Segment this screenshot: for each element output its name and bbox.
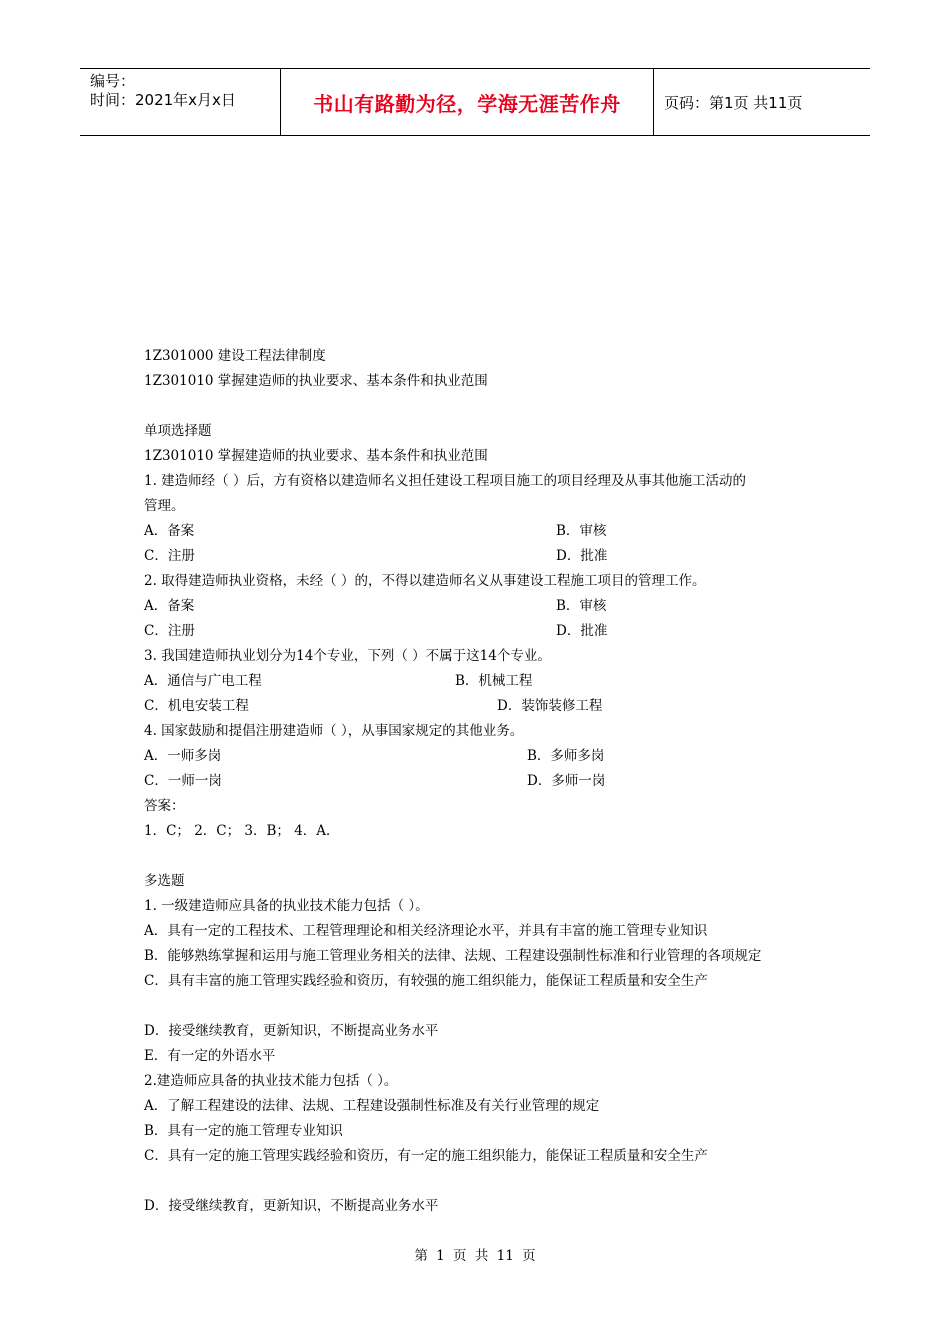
number-label: 编号： [90, 72, 136, 90]
answer-list: 1．C； 2．C； 3．B； 4．A． [144, 823, 340, 839]
question-1-line-2: 管理。 [144, 498, 185, 514]
header-page-info: 页码：第1页 共11页 [664, 93, 803, 112]
multi-question-2-option-b: B．具有一定的施工管理专业知识 [144, 1123, 343, 1139]
question-2-option-b: B．审核 [556, 598, 607, 614]
single-choice-subheading: 1Z301010 掌握建造师的执业要求、基本条件和执业范围 [144, 448, 488, 464]
multi-question-2-option-c: C．具有一定的施工管理实践经验和资历，有一定的施工组织能力，能保证工程质量和安全生产 [144, 1148, 708, 1164]
single-choice-heading: 单项选择题 [144, 423, 212, 439]
multi-question-1-option-e: E．有一定的外语水平 [144, 1048, 276, 1064]
answer-label: 答案： [144, 798, 185, 814]
multi-question-1-option-a: A．具有一定的工程技术、工程管理理论和相关经济理论水平，并具有丰富的施工管理专业知识 [144, 923, 708, 939]
question-2-option-a: A．备案 [144, 598, 195, 614]
multi-question-2: 2.建造师应具备的执业技术能力包括（ ）。 [144, 1073, 398, 1089]
question-3-option-a: A．通信与广电工程 [144, 673, 262, 689]
question-4-option-a: A．一师多岗 [144, 748, 222, 764]
multi-choice-heading: 多选题 [144, 873, 185, 889]
question-3-option-d: D．装饰装修工程 [497, 698, 603, 714]
multi-question-1-option-d: D．接受继续教育，更新知识，不断提高业务水平 [144, 1023, 439, 1039]
page-header [80, 68, 870, 136]
multi-question-1-option-b: B．能够熟练掌握和运用与施工管理业务相关的法律、法规、工程建设强制性标准和行业管理的各项规定 [144, 948, 762, 964]
question-4-option-c: C．一师一岗 [144, 773, 222, 789]
subsection-code: 1Z301010 掌握建造师的执业要求、基本条件和执业范围 [144, 373, 488, 389]
question-3-option-b: B．机械工程 [455, 673, 533, 689]
question-4-option-d: D．多师一岗 [527, 773, 606, 789]
question-2-option-d: D．批准 [556, 623, 608, 639]
page-footer: 第 1 页 共 11 页 [414, 1248, 536, 1264]
header-motto: 书山有路勤为径，学海无涯苦作舟 [281, 69, 654, 135]
question-1-line-1: 1. 建造师经（ ）后，方有资格以建造师名义担任建设工程项目施工的项目经理及从事其他施工活动的 [144, 473, 746, 489]
question-4: 4. 国家鼓励和提倡注册建造师（ ），从事国家规定的其他业务。 [144, 723, 524, 739]
question-2-option-c: C．注册 [144, 623, 195, 639]
question-1-option-a: A．备案 [144, 523, 195, 539]
multi-question-2-option-d: D．接受继续教育，更新知识，不断提高业务水平 [144, 1198, 439, 1214]
question-3-option-c: C．机电安装工程 [144, 698, 249, 714]
multi-question-2-option-a: A．了解工程建设的法律、法规、工程建设强制性标准及有关行业管理的规定 [144, 1098, 600, 1114]
time-label: 时间：2021年x月x日 [90, 91, 236, 109]
question-1-option-b: B．审核 [556, 523, 607, 539]
question-1-option-c: C．注册 [144, 548, 195, 564]
question-2: 2. 取得建造师执业资格，未经（ ）的，不得以建造师名义从事建设工程施工项目的管理工作。 [144, 573, 706, 589]
multi-question-1-option-c: C．具有丰富的施工管理实践经验和资历，有较强的施工组织能力，能保证工程质量和安全生产 [144, 973, 708, 989]
section-code: 1Z301000 建设工程法律制度 [144, 348, 326, 364]
header-meta-cell [80, 69, 281, 135]
multi-question-1: 1. 一级建造师应具备的执业技术能力包括（ ）。 [144, 898, 429, 914]
question-4-option-b: B．多师多岗 [527, 748, 605, 764]
question-1-option-d: D．批准 [556, 548, 608, 564]
question-3: 3. 我国建造师执业划分为14个专业，下列（ ）不属于这14个专业。 [144, 648, 551, 664]
